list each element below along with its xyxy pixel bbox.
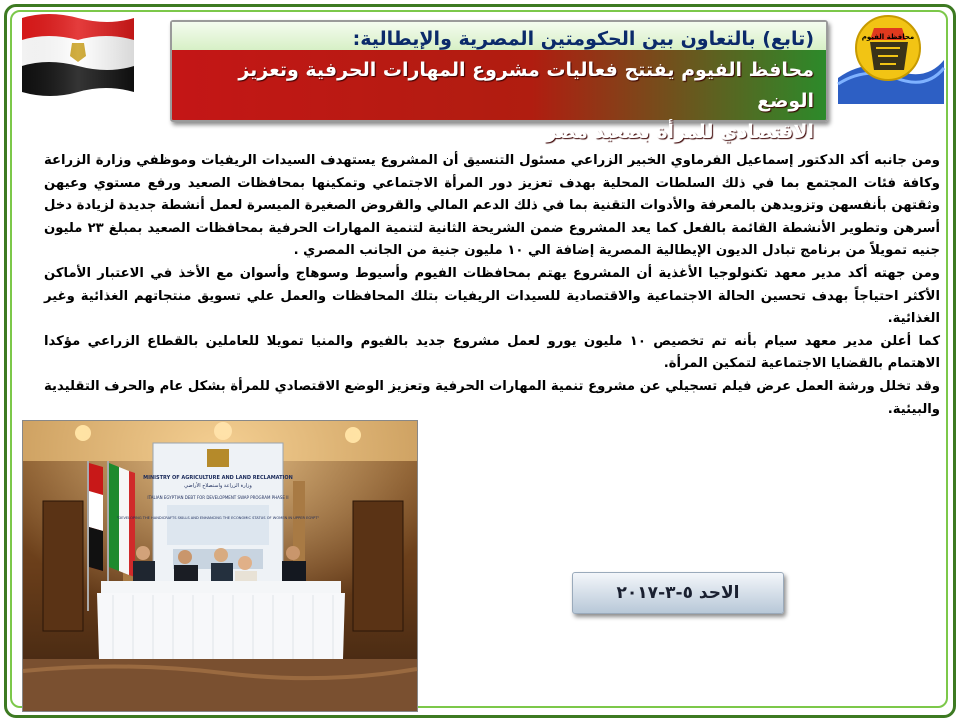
headline-line-3: الاقتصادي للمرأة بصعيد مصر	[545, 121, 814, 143]
fayoum-governorate-logo-icon	[836, 8, 946, 104]
headline-line-2: محافظ الفيوم يفتتح فعاليات مشروع المهارات الحرفية وتعزيز الوضع	[238, 59, 814, 112]
conference-photo	[22, 420, 418, 712]
photo-banner-line-4: "DEVELOPING THE HANDICRAFTS SKILLS AND ENHANCING THE ECONOMIC STATUS OF WOMEN IN UPPER EGYPT"	[116, 516, 320, 520]
title-banner	[170, 20, 828, 143]
article-paragraph-1: ومن جانبه أكد الدكتور إسماعيل الفرماوي الخبير الزراعي مسئول التنسيق أن المشروع يستهدف السيدات الريفيات وموظفي وزارة الزراعة وكافة فئات المجتمع بما في ذلك السلطات المحلية بهدف تعزيز دور المرأة الاجتماعي وتمكينها بمحافظات الصعيد ورفع مستوي وعيهن وثقتهن بأنفسهن وتزويدهن بالمعرفة والأدوات التقنية بما في ذلك الدعم المالي والقروض الصغيرة الميسرة لعمل أنشطة جديدة لزيادة دخل أسرهن وتطوير الأنشطة القائمة بالفعل كما يعد المشروع ضمن الشريحة الثانية لتنمية المهارات الحرفية بمحافظات الصعيد بمبلغ ٢٣ مليون جنيه تمويلاً من برنامج تبادل الديون الإيطالية المصرية إضافة الي ١٠ مليون جنية من الجانب المصري .	[44, 153, 940, 259]
svg-text:محافظة الفيوم: محافظة الفيوم	[861, 33, 915, 41]
article-body	[44, 150, 940, 421]
photo-banner-line-3: ITALIAN EGYPTIAN DEBT FOR DEVELOPMENT SWAP PROGRAM PHASE II	[147, 495, 289, 500]
article-paragraph-2: ومن جهته أكد مدير معهد تكنولوجيا الأغذية أن المشروع يهتم بمحافظات الفيوم وأسيوط وسوهاج وأسوان مع الأخذ في الاعتبار الأماكن الأكثر احتياجاً بهدف تحسين الحالة الاجتماعية والاقتصادية للسيدات الريفيات بتلك المحافظات والعمل علي تسويق منتجاتهم الغذائية وغير الغذائية.	[44, 265, 940, 327]
article-paragraph-3: كما أعلن مدير معهد سيام بأنه تم تخصيص ١٠ مليون يورو لعمل مشروع جديد بالفيوم والمنيا تمويلا للعاملين بالقطاع الزراعي مؤكدا الاهتمام بالقضايا الاجتماعية لتمكين المرأة.	[44, 333, 941, 372]
egypt-flag-icon	[18, 10, 138, 98]
conference-photo-image	[23, 421, 417, 711]
photo-banner-line-2: وزارة الزراعة واستصلاح الأراضي	[184, 483, 252, 489]
article-paragraph-4: وقد تخلل ورشة العمل عرض فيلم تسجيلي عن مشروع تنمية المهارات الحرفية وتعزيز الوضع الاقتصادي للمرأة بشكل عام والحرف التقليدية والبيئية.	[44, 378, 940, 417]
headline-line-1: (تابع) بالتعاون بين الحكومتين المصرية والإيطالية:	[352, 28, 814, 50]
date-badge	[572, 572, 784, 614]
photo-banner-line-1: MINISTRY OF AGRICULTURE AND LAND RECLAMATION	[143, 475, 293, 481]
title-banner-text	[178, 24, 814, 148]
date-label: الاحد ٥-٣-٢٠١٧	[616, 583, 740, 603]
